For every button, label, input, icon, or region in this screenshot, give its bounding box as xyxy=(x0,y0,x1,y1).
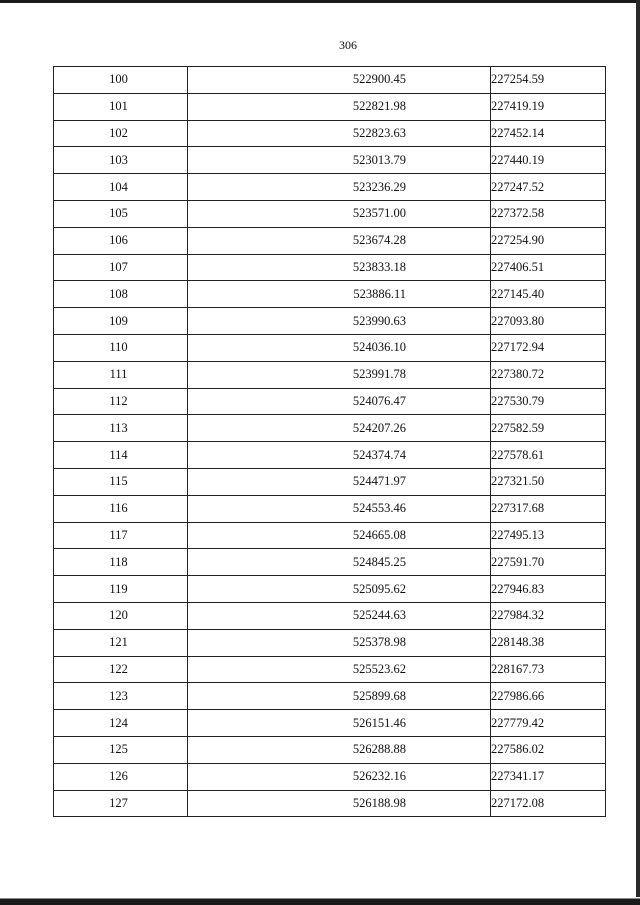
x-coordinate-cell: 526151.46 xyxy=(188,710,491,737)
x-coordinate-cell: 522823.63 xyxy=(188,120,491,147)
x-coordinate-cell: 523991.78 xyxy=(188,361,491,388)
y-coordinate-cell: 227586.02 xyxy=(491,736,606,763)
point-number-cell: 113 xyxy=(54,415,188,442)
y-coordinate-cell: 227317.68 xyxy=(491,495,606,522)
y-coordinate-cell: 227984.32 xyxy=(491,602,606,629)
x-coordinate-cell: 525244.63 xyxy=(188,602,491,629)
y-coordinate-cell: 228167.73 xyxy=(491,656,606,683)
table-row xyxy=(54,683,606,710)
table-row xyxy=(54,147,606,174)
y-coordinate-cell: 227530.79 xyxy=(491,388,606,415)
table-row xyxy=(54,67,606,94)
point-number-cell: 105 xyxy=(54,200,188,227)
x-coordinate-cell: 523236.29 xyxy=(188,174,491,201)
point-number-cell: 111 xyxy=(54,361,188,388)
x-coordinate-cell: 523013.79 xyxy=(188,147,491,174)
table-row xyxy=(54,602,606,629)
table-row xyxy=(54,281,606,308)
x-coordinate-cell: 523886.11 xyxy=(188,281,491,308)
x-coordinate-cell: 522900.45 xyxy=(188,67,491,94)
x-coordinate-cell: 525095.62 xyxy=(188,576,491,603)
x-coordinate-cell: 525899.68 xyxy=(188,683,491,710)
table-row xyxy=(54,200,606,227)
y-coordinate-cell: 227452.14 xyxy=(491,120,606,147)
table-row xyxy=(54,174,606,201)
table-row xyxy=(54,442,606,469)
y-coordinate-cell: 227578.61 xyxy=(491,442,606,469)
page-number-container xyxy=(0,38,640,53)
table-row xyxy=(54,388,606,415)
x-coordinate-cell: 523990.63 xyxy=(188,308,491,335)
point-number-cell: 124 xyxy=(54,710,188,737)
point-number-cell: 126 xyxy=(54,763,188,790)
y-coordinate-cell: 227779.42 xyxy=(491,710,606,737)
x-coordinate-cell: 524036.10 xyxy=(188,334,491,361)
point-number-cell: 106 xyxy=(54,227,188,254)
y-coordinate-cell: 227406.51 xyxy=(491,254,606,281)
x-coordinate-cell: 524845.25 xyxy=(188,549,491,576)
x-coordinate-cell: 522821.98 xyxy=(188,93,491,120)
y-coordinate-cell: 227582.59 xyxy=(491,415,606,442)
x-coordinate-cell: 524665.08 xyxy=(188,522,491,549)
y-coordinate-cell: 227440.19 xyxy=(491,147,606,174)
table-row xyxy=(54,522,606,549)
point-number-cell: 118 xyxy=(54,549,188,576)
point-number-cell: 120 xyxy=(54,602,188,629)
point-number-cell: 123 xyxy=(54,683,188,710)
point-number-cell: 119 xyxy=(54,576,188,603)
point-number-cell: 101 xyxy=(54,93,188,120)
table-row xyxy=(54,495,606,522)
y-coordinate-cell: 227254.59 xyxy=(491,67,606,94)
y-coordinate-cell: 227495.13 xyxy=(491,522,606,549)
table-row xyxy=(54,227,606,254)
y-coordinate-cell: 227254.90 xyxy=(491,227,606,254)
point-number-cell: 103 xyxy=(54,147,188,174)
coordinate-table xyxy=(53,66,606,817)
point-number-cell: 112 xyxy=(54,388,188,415)
table-row xyxy=(54,334,606,361)
x-coordinate-cell: 524374.74 xyxy=(188,442,491,469)
y-coordinate-cell: 227172.94 xyxy=(491,334,606,361)
x-coordinate-cell: 523571.00 xyxy=(188,200,491,227)
point-number-cell: 108 xyxy=(54,281,188,308)
point-number-cell: 110 xyxy=(54,334,188,361)
point-number-cell: 115 xyxy=(54,468,188,495)
table-row xyxy=(54,790,606,817)
point-number-cell: 121 xyxy=(54,629,188,656)
y-coordinate-cell: 227419.19 xyxy=(491,93,606,120)
table-row xyxy=(54,656,606,683)
y-coordinate-cell: 227591.70 xyxy=(491,549,606,576)
x-coordinate-cell: 524207.26 xyxy=(188,415,491,442)
scan-edge-right xyxy=(636,0,640,905)
point-number-cell: 107 xyxy=(54,254,188,281)
coordinate-table-container xyxy=(53,66,606,817)
x-coordinate-cell: 524076.47 xyxy=(188,388,491,415)
x-coordinate-cell: 523674.28 xyxy=(188,227,491,254)
x-coordinate-cell: 526188.98 xyxy=(188,790,491,817)
x-coordinate-cell: 526232.16 xyxy=(188,763,491,790)
point-number-cell: 114 xyxy=(54,442,188,469)
y-coordinate-cell: 227372.58 xyxy=(491,200,606,227)
y-coordinate-cell: 227986.66 xyxy=(491,683,606,710)
table-row xyxy=(54,576,606,603)
table-row xyxy=(54,93,606,120)
point-number-cell: 116 xyxy=(54,495,188,522)
x-coordinate-cell: 524553.46 xyxy=(188,495,491,522)
table-row xyxy=(54,549,606,576)
table-row xyxy=(54,308,606,335)
point-number-cell: 100 xyxy=(54,67,188,94)
y-coordinate-cell: 228148.38 xyxy=(491,629,606,656)
point-number-cell: 125 xyxy=(54,736,188,763)
y-coordinate-cell: 227093.80 xyxy=(491,308,606,335)
table-row xyxy=(54,415,606,442)
x-coordinate-cell: 525378.98 xyxy=(188,629,491,656)
x-coordinate-cell: 524471.97 xyxy=(188,468,491,495)
table-row xyxy=(54,361,606,388)
table-row xyxy=(54,468,606,495)
scan-edge-top xyxy=(0,0,640,3)
x-coordinate-cell: 523833.18 xyxy=(188,254,491,281)
point-number-cell: 117 xyxy=(54,522,188,549)
y-coordinate-cell: 227946.83 xyxy=(491,576,606,603)
point-number-cell: 109 xyxy=(54,308,188,335)
table-row xyxy=(54,254,606,281)
table-row xyxy=(54,629,606,656)
table-row xyxy=(54,763,606,790)
page-number: 306 xyxy=(339,38,357,52)
y-coordinate-cell: 227172.08 xyxy=(491,790,606,817)
point-number-cell: 122 xyxy=(54,656,188,683)
y-coordinate-cell: 227380.72 xyxy=(491,361,606,388)
coordinate-table-body xyxy=(54,67,606,817)
point-number-cell: 104 xyxy=(54,174,188,201)
point-number-cell: 127 xyxy=(54,790,188,817)
y-coordinate-cell: 227145.40 xyxy=(491,281,606,308)
x-coordinate-cell: 525523.62 xyxy=(188,656,491,683)
table-row xyxy=(54,710,606,737)
scan-edge-bottom xyxy=(0,897,640,905)
point-number-cell: 102 xyxy=(54,120,188,147)
table-row xyxy=(54,120,606,147)
y-coordinate-cell: 227321.50 xyxy=(491,468,606,495)
y-coordinate-cell: 227341.17 xyxy=(491,763,606,790)
table-row xyxy=(54,736,606,763)
x-coordinate-cell: 526288.88 xyxy=(188,736,491,763)
y-coordinate-cell: 227247.52 xyxy=(491,174,606,201)
